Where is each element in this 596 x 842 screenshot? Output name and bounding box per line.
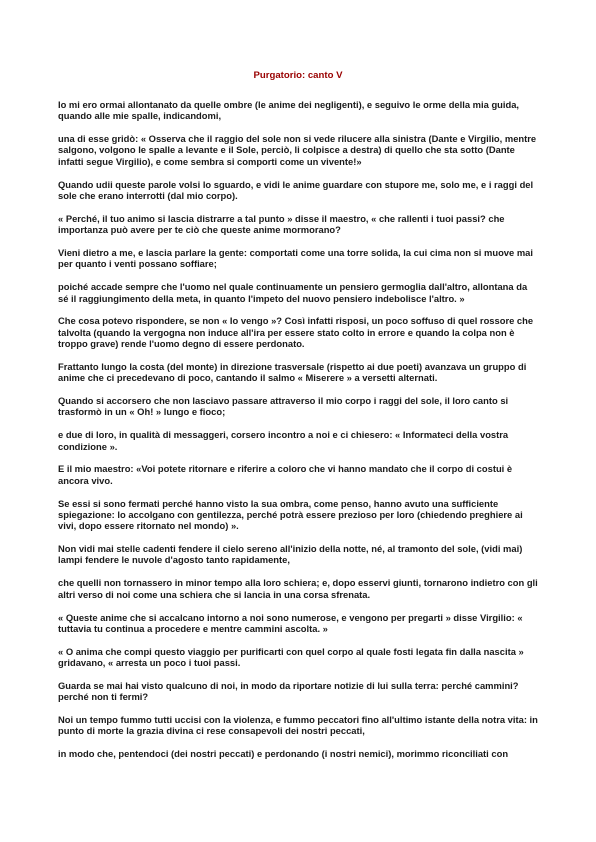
paragraph: e due di loro, in qualità di messaggeri, corsero incontro a noi e ci chiesero: « Informateci della vostra condizione ». [58,429,509,452]
paragraph: Noi un tempo fummo tutti uccisi con la violenza, e fummo peccatori fino all'ultimo istante della notra vita: in punto di morte la grazia divina ci rese consapevoli dei nostri peccati, [58,714,538,737]
paragraph: Guarda se mai hai visto qualcuno di noi, in modo da riportare notizie di lui sulla terra: perché cammini? perché non ti fermi? [58,679,519,703]
paragraph: E il mio maestro: «Voi potete ritornare e riferire a coloro che vi hanno mandato che il corpo di costui è ancora vivo. [58,463,513,486]
paragraph: Frattanto lungo la costa (del monte) in direzione trasversale (rispetto ai due poeti) avanzava un gruppo di anime che ci precedevano di poco, cantando il salmo « Miserere » a versetti alternati. [58,360,527,384]
paragraph: Vieni dietro a me, e lascia parlare la gente: comportati come una torre solida, la cui cima non si muove mai per quanto i venti possano soffiare; [58,247,533,270]
paragraph: « O anima che compi questo viaggio per purificarti con quel corpo al quale fosti legata fin dalla nascita » gridavano, « arresta un poco i tuoi passi. [58,645,524,668]
paragraph: « Queste anime che si accalcano intorno a noi sono numerose, e vengono per pregarti » disse Virgilio: « tuttavia tu continua a procedere e mentre cammini ascolta. » [58,611,523,634]
paragraph: Quando udii queste parole volsi lo sguardo, e vidi le anime guardare con stupore me, solo me, e i raggi del sole che erano interrotti (dal mio corpo). [58,178,534,201]
document-title: Purgatorio: canto V [253,70,343,81]
paragraph: una di esse gridò: « Osserva che il raggio del sole non si vede rilucere alla sinistra (Dante e Virgilio, mentre salgono, volgono le spalle a levante e il Sole, perciò, li colpisce a destra) di quello che sta sotto (Dante infatti segue Virgilio), e come sembra si comporti come un vivente!» [58,133,537,167]
paragraph: che quelli non tornassero in minor tempo alla loro schiera; e, dopo esservi giunti, tornarono indietro con gli altri verso di noi come una schiera che si lancia in una corsa sfrenata. [58,577,538,600]
paragraph: Che cosa potevo rispondere, se non « Io vengo »? Così infatti risposi, un poco soffuso di quel rossore che talvolta (quando la vergogna non induce all'ira per essere stato colto in errore e quando la colpa non è troppo grave) rende l'uomo degno di essere perdonato. [58,315,534,350]
paragraph: Se essi si sono fermati perché hanno visto la sua ombra, come penso, hanno avuto una sufficiente spiegazione: lo accolgano con gentilezza, perché potrà essere prezioso per loro (chiedendo preghiere ai vivi, dopo essere ritornato nel mondo) ». [58,497,523,532]
paragraph: Non vidi mai stelle cadenti fendere il cielo sereno all'inizio della notte, né, al tramonto del sole, (vidi mai) lampi fendere le nuvole d'agosto tanto rapidamente, [58,543,523,566]
paragraph: in modo che, pentendoci (dei nostri peccati) e perdonando (i nostri nemici), morimmo riconciliati con [58,748,509,760]
paragraph: « Perché, il tuo animo si lascia distrarre a tal punto » disse il maestro, « che rallenti i tuoi passi? che importanza può avere per te ciò che queste anime mormorano? [58,212,505,236]
paragraph: Quando si accorsero che non lasciavo passare attraverso il mio corpo i raggi del sole, il loro canto si trasformò in un « Oh! » lungo e fioco; [58,395,509,418]
paragraph: Io mi ero ormai allontanato da quelle ombre (le anime dei negligenti), e seguivo le orme della mia guida, quando alle mie spalle, indicandomi, [58,99,520,122]
document-body [58,99,538,760]
paragraph: poiché accade sempre che l'uomo nel quale continuamente un pensiero germoglia dall'altro, allontana da sé il raggiungimento della meta, in quanto l'impeto del nuovo pensiero indebolisce l'altro. » [58,281,528,304]
